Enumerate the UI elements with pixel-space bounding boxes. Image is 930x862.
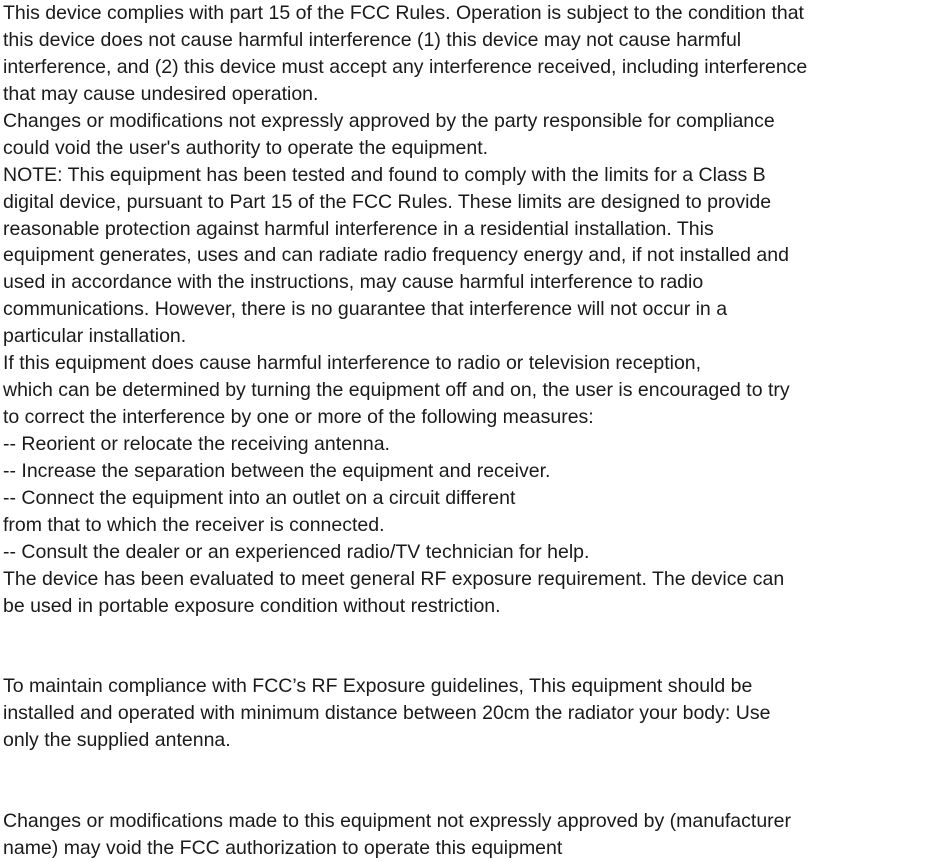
text-line: communications. However, there is no guarantee that interference will not occur in a — [3, 298, 728, 321]
paragraph-spacer — [3, 620, 930, 647]
text-line: name) may void the FCC authorization to operate this equipment — [3, 837, 563, 860]
measure-item: -- Consult the dealer or an experienced radio/TV technician for help. — [3, 540, 590, 563]
measure-item: -- Increase the separation between the equipment and receiver. — [3, 459, 551, 482]
fcc-statement-document — [3, 0, 930, 862]
text-line: that may cause undesired operation. — [3, 82, 319, 105]
text-line: equipment generates, uses and can radiate radio frequency energy and, if not installed and — [3, 244, 789, 267]
rf-exposure-section — [3, 673, 930, 754]
text-line: NOTE: This equipment has been tested and found to comply with the limits for a Class B — [3, 163, 766, 186]
text-line: digital device, pursuant to Part 15 of the FCC Rules. These limits are designed to provide — [3, 190, 772, 213]
text-line: installed and operated with minimum distance between 20cm the radiator your body: Use — [3, 702, 771, 725]
text-line: To maintain compliance with FCC’s RF Exposure guidelines, This equipment should be — [3, 675, 753, 698]
text-line: The device has been evaluated to meet general RF exposure requirement. The device can — [3, 567, 785, 590]
text-line: from that to which the receiver is connected. — [3, 513, 385, 536]
text-line: this device does not cause harmful interference (1) this device may not cause harmful — [3, 28, 742, 51]
measure-item: -- Reorient or relocate the receiving antenna. — [3, 433, 390, 455]
measure-item: -- Connect the equipment into an outlet on a circuit different — [3, 486, 516, 509]
text-line: reasonable protection against harmful interference in a residential installation. This — [3, 217, 714, 240]
text-line: which can be determined by turning the equipment off and on, the user is encouraged to try — [3, 379, 790, 402]
text-line: used in accordance with the instructions, may cause harmful interference to radio — [3, 271, 704, 294]
text-line: could void the user's authority to operate the equipment. — [3, 136, 489, 159]
text-line: interference, and (2) this device must accept any interference received, including interference — [3, 55, 808, 78]
text-line: particular installation. — [3, 325, 187, 348]
text-line: only the supplied antenna. — [3, 729, 231, 752]
fcc-compliance-section — [3, 0, 930, 620]
text-line: Changes or modifications not expressly approved by the party responsible for compliance — [3, 109, 775, 132]
text-line: If this equipment does cause harmful interference to radio or television reception, — [3, 352, 702, 375]
paragraph-spacer — [3, 647, 930, 674]
paragraph-spacer — [3, 754, 930, 781]
text-line: This device complies with part 15 of the FCC Rules. Operation is subject to the condition that — [3, 2, 804, 24]
text-line: to correct the interference by one or more of the following measures: — [3, 406, 594, 429]
text-line: Changes or modifications made to this equipment not expressly approved by (manufacturer — [3, 810, 791, 833]
paragraph-spacer — [3, 781, 930, 808]
text-line: be used in portable exposure condition without restriction. — [3, 594, 501, 617]
modification-warning-section — [3, 808, 930, 862]
